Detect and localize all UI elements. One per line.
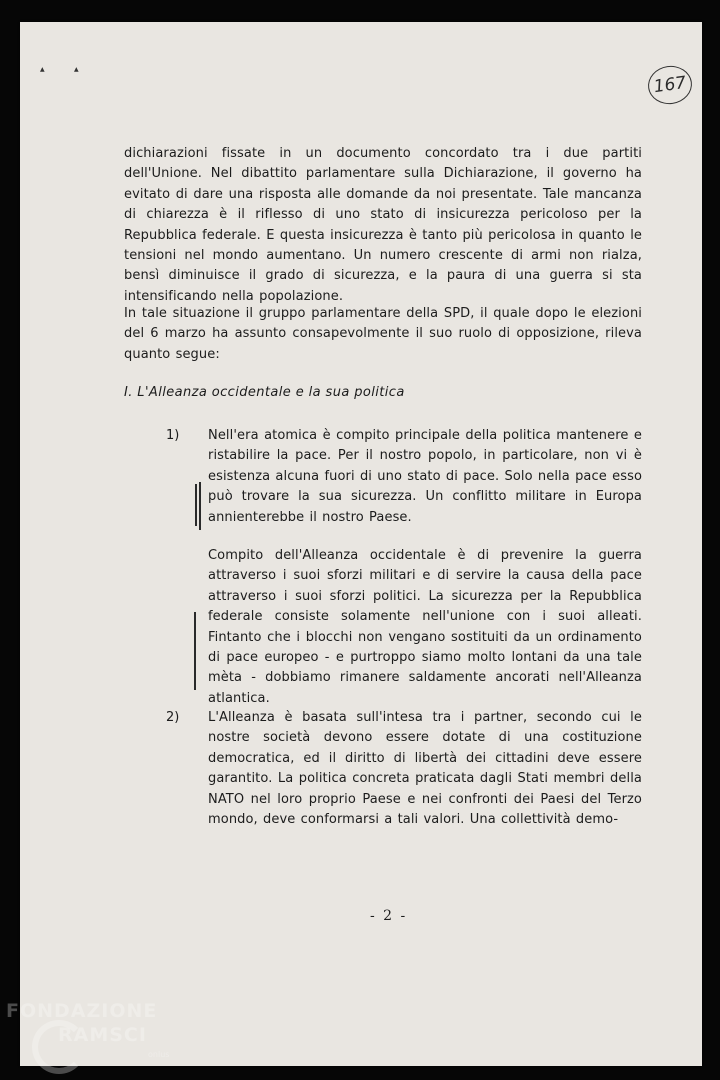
paragraph-item1-alliance: Compito dell'Alleanza occidentale è di prevenire la guerra attraverso i suoi sforzi militari e di servire la causa della pace attraverso i suoi sforzi politici. La sicurezza per la Repubblica federale consiste solamente nell'unione con i suoi alleati. Fintanto che i blocchi non vengano sostituiti da un ordinamento di pace europeo - e purtroppo siamo molto lontani da una tale mèta - dobbiamo rimanere saldamente ancorati nell'Alleanza atlantica. (208, 548, 642, 706)
margin-mark-line (194, 612, 196, 690)
margin-mark-line (199, 482, 201, 530)
speck: ▲ (74, 66, 79, 73)
paragraph-spd-position: In tale situazione il gruppo parlamentare della SPD, il quale dopo le elezioni del 6 marzo ha assunto consapevolmente il suo ruolo di opposizione, rileva quanto segue: (124, 306, 642, 362)
item-number-1: 1) (166, 428, 180, 443)
speck: ▲ (40, 66, 45, 73)
paragraph-item2-democracy: L'Alleanza è basata sull'intesa tra i partner, secondo cui le nostre società devono essere dotate di una costituzione democratica, ed il diritto di libertà dei cittadini deve essere garantito. La politica concreta praticata dagli Stati membri della NATO nel loro proprio Paese e nei confronti dei Paesi del Terzo mondo, deve conformarsi a tali valori. Una collettività demo- (208, 710, 642, 828)
margin-mark-line (195, 484, 197, 526)
fondazione-gramsci-watermark: FONDAZIONE RAMSCI onlus (6, 1000, 186, 1074)
paragraph-item1-peace: Nell'era atomica è compito principale della politica mantenere e ristabilire la pace. Per il nostro popolo, in particolare, non vi è esistenza alcuna fuori di uno stato di pace. Solo nella pace esso può trovare la sua sicurezza. Un conflitto militare in Europa annienterebbe il nostro Paese. (208, 428, 642, 525)
paragraph-intro: dichiarazioni fissate in un documento concordato tra i due partiti dell'Unione. Nel dibattito parlamentare sulla Dichiarazione, il governo ha evitato di dare una risposta alle domande da noi presentate. Tale mancanza di chiarezza è il riflesso di uno stato di insicurezza pericoloso per la Repubblica federale. E questa insicurezza è tanto più pericolosa in quanto le tensioni nel mondo aumentano. Un numero crescente di armi non rialza, bensì diminuisce il grado di sicurezza, e la paura di una guerra si sta intensificando nella popolazione. (124, 146, 642, 304)
section-heading: I. L'Alleanza occidentale e la sua politica (124, 385, 405, 400)
item-number-2: 2) (166, 710, 180, 725)
folio-number-stamp: 167 (646, 63, 695, 107)
page-number: - 2 - (370, 908, 408, 924)
